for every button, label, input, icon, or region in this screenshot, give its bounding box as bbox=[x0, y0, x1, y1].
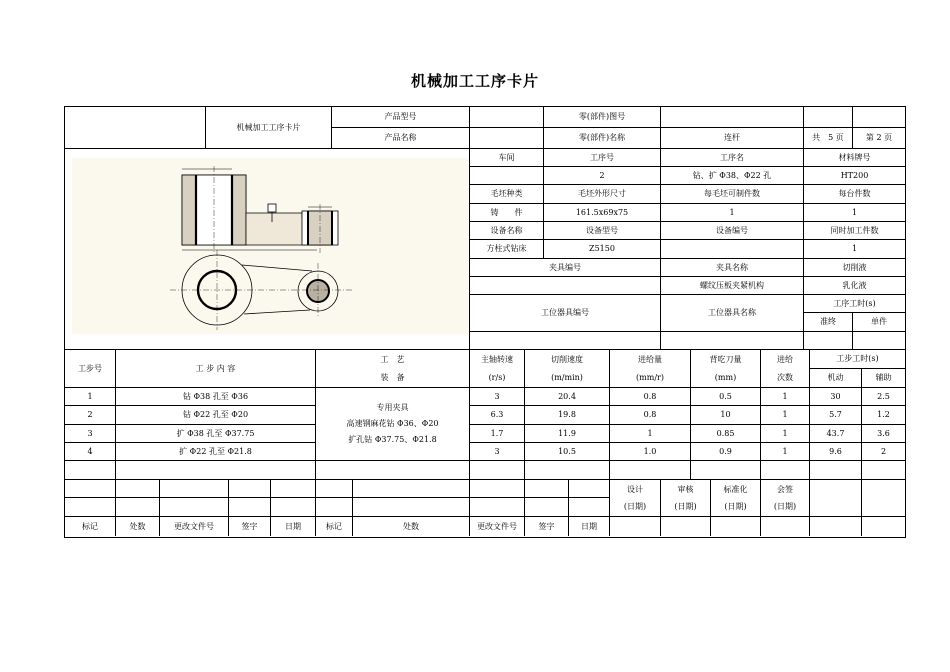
col-equip bbox=[316, 350, 470, 388]
footer-bottom-f bbox=[862, 517, 905, 536]
col-depth-top: 背吃刀量 bbox=[709, 354, 742, 364]
footer-mark: 标记 bbox=[65, 517, 116, 536]
workshop-value bbox=[470, 167, 544, 185]
step-2-feed: 0.8 bbox=[610, 406, 691, 425]
footer-extra-a bbox=[810, 480, 862, 517]
step-5-cut bbox=[525, 461, 610, 480]
footer-bottom-b bbox=[661, 517, 711, 536]
footer-blank-1e bbox=[271, 480, 316, 498]
coolant-value: 乳化液 bbox=[804, 277, 905, 295]
standard-date: (日期) bbox=[724, 501, 747, 511]
footer-blank-1a bbox=[65, 480, 116, 498]
design-label: 设计 bbox=[627, 484, 643, 494]
col-equip-bottom: 装 备 bbox=[380, 372, 405, 382]
station-tool-no-label: 工位器具编号 bbox=[470, 295, 661, 332]
coolant-label: 切削液 bbox=[804, 259, 905, 277]
op-name-label: 工序名 bbox=[661, 149, 804, 167]
footer-doc-no-2: 更改文件号 bbox=[470, 517, 525, 536]
col-pass-bottom: 次数 bbox=[777, 372, 793, 382]
step-5-feed bbox=[610, 461, 691, 480]
footer-blank-2c bbox=[160, 498, 229, 517]
footer-blank-1f bbox=[316, 480, 353, 498]
step-2-aux: 1.2 bbox=[862, 406, 905, 425]
footer-blank-2j bbox=[569, 498, 610, 517]
material-value: HT200 bbox=[804, 167, 905, 185]
plan-view bbox=[170, 250, 354, 330]
step-4-depth: 0.9 bbox=[691, 443, 761, 461]
header-extra-b bbox=[853, 107, 905, 128]
footer-blank-2i bbox=[525, 498, 569, 517]
header-extra-a bbox=[804, 107, 853, 128]
op-no-value: 2 bbox=[544, 167, 661, 185]
col-pass-top: 进给 bbox=[777, 354, 793, 364]
blank-type-label: 毛坯种类 bbox=[470, 185, 544, 204]
station-tool-name-label: 工位器具名称 bbox=[661, 295, 804, 332]
step-4-machine: 9.6 bbox=[810, 443, 862, 461]
footer-blank-1g bbox=[353, 480, 470, 498]
part-no-label: 零(部件)图号 bbox=[544, 107, 661, 128]
col-cut-unit: (m/min) bbox=[551, 372, 583, 382]
fixture-name-value: 螺纹压板夹紧机构 bbox=[661, 277, 804, 295]
part-drawing bbox=[72, 158, 468, 334]
part-name-label: 零(部件)名称 bbox=[544, 128, 661, 149]
part-name-value: 连杆 bbox=[661, 128, 804, 149]
equip-empty bbox=[316, 461, 470, 480]
step-4-content: 扩 Φ22 孔至 Φ21.8 bbox=[116, 443, 316, 461]
station-tool-name-value bbox=[661, 332, 804, 350]
fixture-no-label: 夹具编号 bbox=[470, 259, 661, 277]
footer-blank-1c bbox=[160, 480, 229, 498]
col-pass bbox=[761, 350, 810, 388]
equip-line-1: 专用夹具 bbox=[376, 403, 409, 412]
step-4-cut: 10.5 bbox=[525, 443, 610, 461]
step-1-no: 1 bbox=[65, 388, 116, 406]
equip-name-value: 方柱式钻床 bbox=[470, 240, 544, 259]
step-2-depth: 10 bbox=[691, 406, 761, 425]
footer-sign: 签字 bbox=[229, 517, 271, 536]
step-1-feed: 0.8 bbox=[610, 388, 691, 406]
col-step-no: 工步号 bbox=[65, 350, 116, 388]
step-1-aux: 2.5 bbox=[862, 388, 905, 406]
step-5-depth bbox=[691, 461, 761, 480]
footer-blank-2f bbox=[316, 498, 353, 517]
col-equip-top: 工 艺 bbox=[380, 354, 405, 364]
standard-label: 标准化 bbox=[723, 484, 748, 494]
footer-blank-2e bbox=[271, 498, 316, 517]
step-3-no: 3 bbox=[65, 425, 116, 443]
countersign-cell bbox=[761, 480, 810, 517]
step-2-content: 钻 Φ22 孔至 Φ20 bbox=[116, 406, 316, 425]
simul-value: 1 bbox=[804, 240, 905, 259]
equip-model-label: 设备型号 bbox=[544, 222, 661, 240]
design-cell bbox=[610, 480, 661, 517]
step-3-pass: 1 bbox=[761, 425, 810, 443]
footer-blank-2h bbox=[470, 498, 525, 517]
step-4-pass: 1 bbox=[761, 443, 810, 461]
standard-cell bbox=[711, 480, 761, 517]
review-date: (日期) bbox=[674, 501, 697, 511]
countersign-date: (日期) bbox=[773, 501, 797, 511]
footer-blank-2d bbox=[229, 498, 271, 517]
per-blank-label: 每毛坯可制件数 bbox=[661, 185, 804, 204]
footer-blank-1j bbox=[569, 480, 610, 498]
per-blank-value: 1 bbox=[661, 204, 804, 222]
col-content: 工 步 内 容 bbox=[116, 350, 316, 388]
footer-blank-1h bbox=[470, 480, 525, 498]
fixture-name-label: 夹具名称 bbox=[661, 259, 804, 277]
equip-model-value: Z5150 bbox=[544, 240, 661, 259]
design-date: (日期) bbox=[623, 501, 647, 511]
footer-count-2: 处数 bbox=[353, 517, 470, 536]
footer-bottom-a bbox=[610, 517, 661, 536]
op-time-label: 工序工时(s) bbox=[804, 295, 905, 313]
step-2-no: 2 bbox=[65, 406, 116, 425]
blank-size-value: 161.5x69x75 bbox=[544, 204, 661, 222]
step-5-speed bbox=[470, 461, 525, 480]
col-feed-top: 进给量 bbox=[638, 354, 662, 364]
step-4-no: 4 bbox=[65, 443, 116, 461]
footer-date-2: 日期 bbox=[569, 517, 610, 536]
step-1-speed: 3 bbox=[470, 388, 525, 406]
workshop-label: 车间 bbox=[470, 149, 544, 167]
col-feed-unit: (mm/r) bbox=[636, 372, 664, 382]
step-4-feed: 1.0 bbox=[610, 443, 691, 461]
footer-bottom-d bbox=[761, 517, 810, 536]
station-tool-no-value bbox=[470, 332, 661, 350]
section-view bbox=[182, 166, 338, 253]
footer-sign-2: 签字 bbox=[525, 517, 569, 536]
blank-type-value: 铸 件 bbox=[470, 204, 544, 222]
product-model-value bbox=[470, 107, 544, 128]
step-3-depth: 0.85 bbox=[691, 425, 761, 443]
step-2-speed: 6.3 bbox=[470, 406, 525, 425]
step-3-cut: 11.9 bbox=[525, 425, 610, 443]
equip-line-3: 扩孔钻 Φ37.75、Φ21.8 bbox=[348, 435, 437, 444]
col-cut bbox=[525, 350, 610, 388]
part-no-value bbox=[661, 107, 804, 128]
total-pages: 共 5 页 bbox=[804, 128, 853, 149]
step-3-feed: 1 bbox=[610, 425, 691, 443]
countersign-label: 会签 bbox=[777, 484, 793, 494]
equip-name-label: 设备名称 bbox=[470, 222, 544, 240]
step-5-pass bbox=[761, 461, 810, 480]
review-label: 审核 bbox=[677, 484, 694, 494]
step-2-pass: 1 bbox=[761, 406, 810, 425]
footer-blank-2a bbox=[65, 498, 116, 517]
footer-blank-2b bbox=[116, 498, 160, 517]
card-name: 机械加工工序卡片 bbox=[206, 107, 332, 149]
footer-date: 日期 bbox=[271, 517, 316, 536]
step-1-depth: 0.5 bbox=[691, 388, 761, 406]
unit-time-label: 单件 bbox=[853, 313, 905, 332]
page-title: 机械加工工序卡片 bbox=[410, 72, 539, 90]
per-unit-value: 1 bbox=[804, 204, 905, 222]
std-time-label: 准终 bbox=[804, 313, 853, 332]
equip-no-label: 设备编号 bbox=[661, 222, 804, 240]
col-speed-unit: (r/s) bbox=[488, 372, 506, 382]
equip-merged bbox=[316, 388, 470, 461]
footer-doc-no: 更改文件号 bbox=[160, 517, 229, 536]
footer-bottom-e bbox=[810, 517, 862, 536]
col-feed bbox=[610, 350, 691, 388]
col-depth bbox=[691, 350, 761, 388]
step-5-machine bbox=[810, 461, 862, 480]
review-cell bbox=[661, 480, 711, 517]
step-3-content: 扩 Φ38 孔至 Φ37.75 bbox=[116, 425, 316, 443]
step-1-machine: 30 bbox=[810, 388, 862, 406]
header-blank bbox=[65, 107, 206, 149]
col-time-machine: 机动 bbox=[810, 369, 862, 388]
col-speed bbox=[470, 350, 525, 388]
step-5-content bbox=[116, 461, 316, 480]
step-1-cut: 20.4 bbox=[525, 388, 610, 406]
step-1-pass: 1 bbox=[761, 388, 810, 406]
step-2-cut: 19.8 bbox=[525, 406, 610, 425]
equip-line-2: 高速钢麻花钻 Φ36、Φ20 bbox=[346, 419, 439, 428]
step-3-speed: 1.7 bbox=[470, 425, 525, 443]
footer-blank-1i bbox=[525, 480, 569, 498]
step-5-aux bbox=[862, 461, 905, 480]
footer-count: 处数 bbox=[116, 517, 160, 536]
col-depth-unit: (mm) bbox=[714, 372, 737, 382]
col-time: 工步工时(s) bbox=[810, 350, 905, 369]
col-cut-top: 切削速度 bbox=[551, 354, 583, 364]
col-speed-top: 主轴转速 bbox=[481, 354, 513, 364]
op-no-label: 工序号 bbox=[544, 149, 661, 167]
footer-blank-1d bbox=[229, 480, 271, 498]
footer-blank-2g bbox=[353, 498, 470, 517]
product-model-label: 产品型号 bbox=[332, 107, 470, 128]
fixture-no-value bbox=[470, 277, 661, 295]
unit-time-value bbox=[853, 332, 905, 350]
step-2-machine: 5.7 bbox=[810, 406, 862, 425]
footer-mark-2: 标记 bbox=[316, 517, 353, 536]
product-name-label: 产品名称 bbox=[332, 128, 470, 149]
material-label: 材料牌号 bbox=[804, 149, 905, 167]
step-4-aux: 2 bbox=[862, 443, 905, 461]
page-number: 第 2 页 bbox=[853, 128, 905, 149]
step-3-aux: 3.6 bbox=[862, 425, 905, 443]
footer-bottom-c bbox=[711, 517, 761, 536]
step-4-speed: 3 bbox=[470, 443, 525, 461]
step-3-machine: 43.7 bbox=[810, 425, 862, 443]
op-name-value: 钻、扩 Φ38、Φ22 孔 bbox=[661, 167, 804, 185]
per-unit-label: 每台件数 bbox=[804, 185, 905, 204]
simul-label: 同时加工件数 bbox=[804, 222, 905, 240]
step-5-no bbox=[65, 461, 116, 480]
col-time-aux: 辅助 bbox=[862, 369, 905, 388]
blank-size-label: 毛坯外形尺寸 bbox=[544, 185, 661, 204]
product-name-value bbox=[470, 128, 544, 149]
std-time-value bbox=[804, 332, 853, 350]
footer-extra-b bbox=[862, 480, 905, 517]
footer-blank-1b bbox=[116, 480, 160, 498]
equip-no-value bbox=[661, 240, 804, 259]
step-1-content: 钻 Φ38 孔至 Φ36 bbox=[116, 388, 316, 406]
